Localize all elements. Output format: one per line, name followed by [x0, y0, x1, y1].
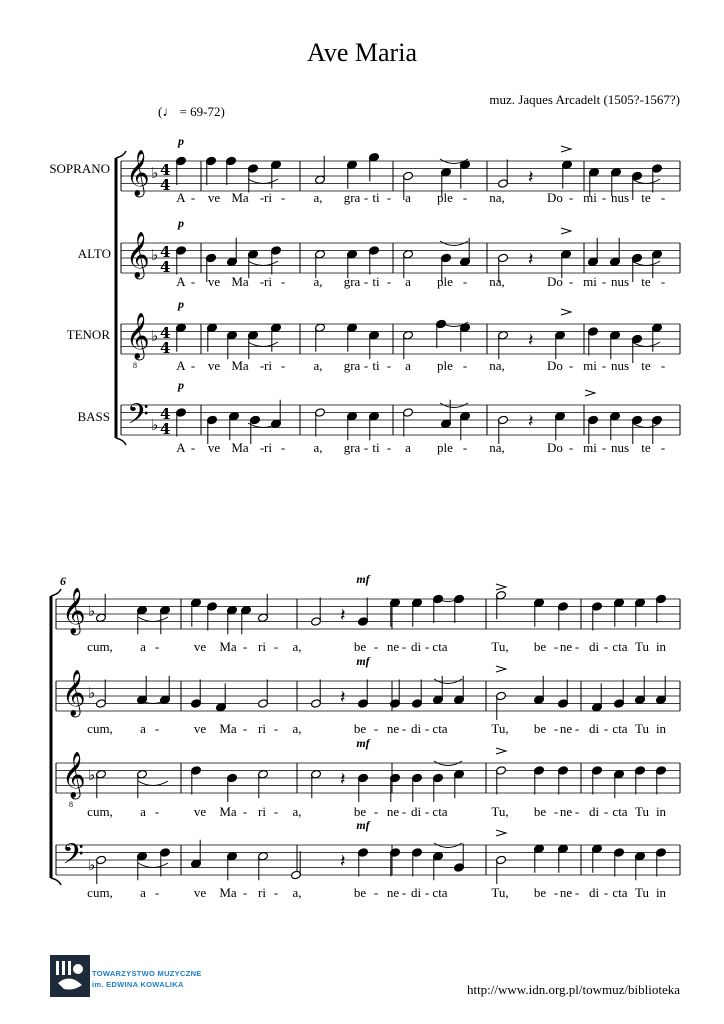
lyric-syllable: gra: [343, 190, 361, 205]
time-signature: 4: [160, 161, 171, 179]
lyric-syllable: a: [405, 274, 411, 289]
society-logo-icon: [50, 955, 90, 997]
time-signature: 4: [160, 243, 171, 261]
lyric-syllable: Ma: [231, 274, 249, 289]
lyric-syllable: Tu,: [491, 804, 509, 819]
lyric-syllable: Ma: [231, 190, 249, 205]
lyric-syllable: ple: [437, 440, 453, 455]
lyric-syllable: cta: [612, 804, 628, 819]
lyric-syllable: na,: [489, 358, 505, 373]
dynamic-mf: mf: [356, 736, 370, 750]
lyric-syllable: -: [424, 885, 430, 900]
society-name-line1: TOWARZYSTWO MUZYCZNE: [92, 969, 202, 978]
lyric-syllable: A: [176, 274, 186, 289]
lyric-syllable: -: [259, 358, 265, 373]
lyric-syllable: -: [568, 440, 574, 455]
lyric-syllable: -: [603, 804, 609, 819]
lyric-syllable: Tu: [635, 639, 649, 654]
time-signature: 4: [160, 176, 171, 194]
lyric-syllable: be: [353, 804, 367, 819]
lyric-syllable: te: [641, 274, 651, 289]
lyric-syllable: te: [641, 358, 651, 373]
lyric-syllable: Ma: [219, 885, 237, 900]
lyric-syllable: Do: [547, 358, 563, 373]
lyric-syllable: -: [242, 721, 248, 736]
lyric-syllable: -: [601, 190, 607, 205]
lyric-syllable: a,: [292, 885, 302, 900]
dynamic-p: p: [178, 134, 184, 148]
lyric-syllable: ne: [386, 885, 400, 900]
slur: [248, 342, 278, 347]
lyric-syllable: -: [553, 721, 559, 736]
flat-icon: ♭: [151, 416, 159, 434]
lyric-syllable: te: [641, 190, 651, 205]
treble-clef-icon: 𝄞: [62, 670, 86, 716]
lyric-syllable: -: [242, 639, 248, 654]
accent-mark: [496, 666, 506, 672]
lyric-syllable: Tu,: [491, 721, 509, 736]
lyric-syllable: ple: [437, 190, 453, 205]
lyric-syllable: -: [154, 639, 160, 654]
lyric-syllable: a: [405, 190, 411, 205]
lyric-syllable: -: [424, 721, 430, 736]
lyric-syllable: -: [259, 440, 265, 455]
lyric-syllable: Tu,: [491, 639, 509, 654]
lyric-syllable: -: [660, 274, 666, 289]
lyric-syllable: ple: [437, 358, 453, 373]
dynamic-mf: mf: [356, 818, 370, 832]
lyric-syllable: a,: [313, 274, 323, 289]
lyric-syllable: a,: [292, 721, 302, 736]
lyric-syllable: di: [588, 804, 600, 819]
lyric-syllable: cta: [612, 639, 628, 654]
bass-clef-icon: 𝄢: [62, 838, 84, 878]
lyric-syllable: Tu,: [491, 885, 509, 900]
slur: [138, 781, 168, 786]
composer-credit: muz. Jaques Arcadelt (1505?-1567?): [489, 92, 680, 107]
lyric-syllable: ve: [207, 358, 221, 373]
lyric-syllable: na,: [489, 190, 505, 205]
lyric-syllable: -: [462, 190, 468, 205]
lyric-syllable: -: [601, 358, 607, 373]
lyric-syllable: di: [588, 721, 600, 736]
lyric-syllable: di: [410, 885, 422, 900]
lyric-syllable: a,: [313, 358, 323, 373]
tempo-prefix: (: [158, 104, 163, 119]
page-title: Ave Maria: [307, 38, 417, 67]
lyric-syllable: be: [353, 721, 367, 736]
lyric-syllable: be: [533, 721, 547, 736]
lyric-syllable: nus: [610, 440, 630, 455]
lyric-syllable: Do: [547, 190, 563, 205]
quarter-rest-icon: 𝄽: [528, 167, 534, 188]
lyric-syllable: -: [242, 804, 248, 819]
octave-marker: 8: [69, 800, 73, 809]
voice-label-soprano: SOPRANO: [49, 161, 110, 176]
lyric-syllable: -: [273, 639, 279, 654]
accent-mark: [496, 830, 506, 836]
lyric-syllable: a,: [313, 440, 323, 455]
society-name: [92, 968, 202, 990]
quarter-rest-icon: 𝄽: [528, 249, 534, 270]
lyric-syllable: ne: [559, 885, 573, 900]
dynamic-mf: mf: [356, 654, 370, 668]
lyric-syllable: be: [353, 885, 367, 900]
lyric-syllable: di: [588, 885, 600, 900]
lyric-syllable: -: [401, 885, 407, 900]
lyric-syllable: Do: [547, 440, 563, 455]
lyric-syllable: ri: [264, 190, 272, 205]
lyric-syllable: ve: [207, 274, 221, 289]
lyric-syllable: ri: [258, 721, 266, 736]
lyric-syllable: ne: [559, 804, 573, 819]
slur: [248, 261, 278, 266]
octave-marker: 8: [133, 361, 137, 370]
dynamic-p: p: [178, 297, 184, 311]
lyric-syllable: -: [568, 190, 574, 205]
voice-label-alto: ALTO: [77, 246, 111, 261]
lyric-syllable: ne: [386, 721, 400, 736]
lyric-syllable: be: [533, 885, 547, 900]
lyric-syllable: -: [280, 190, 286, 205]
lyric-syllable: -: [574, 721, 580, 736]
lyric-syllable: -: [401, 721, 407, 736]
accent-mark: [561, 146, 571, 152]
lyric-syllable: be: [533, 804, 547, 819]
lyric-syllable: nus: [610, 190, 630, 205]
lyric-syllable: Ma: [219, 804, 237, 819]
treble-clef-icon: 𝄞: [62, 588, 86, 634]
time-signature: 4: [160, 258, 171, 276]
lyric-syllable: a,: [292, 639, 302, 654]
lyric-syllable: Ma: [231, 440, 249, 455]
lyric-syllable: -: [386, 358, 392, 373]
lyric-syllable: A: [176, 440, 186, 455]
lyric-syllable: -: [601, 274, 607, 289]
slur: [138, 863, 168, 868]
flat-icon: ♭: [88, 602, 96, 620]
lyric-syllable: -: [273, 721, 279, 736]
lyric-syllable: -: [363, 274, 369, 289]
lyric-syllable: a: [140, 639, 146, 654]
lyric-syllable: -: [373, 804, 379, 819]
library-url: http://www.idn.org.pl/towmuz/biblioteka: [466, 982, 680, 997]
accent-mark: [561, 228, 571, 234]
lyric-syllable: di: [588, 639, 600, 654]
lyric-syllable: na,: [489, 440, 505, 455]
lyric-syllable: ri: [264, 358, 272, 373]
lyric-syllable: -: [273, 885, 279, 900]
lyric-syllable: -: [280, 274, 286, 289]
flat-icon: ♭: [151, 164, 159, 182]
lyric-syllable: ve: [193, 639, 207, 654]
lyric-syllable: di: [410, 639, 422, 654]
lyric-syllable: be: [533, 639, 547, 654]
lyric-syllable: -: [259, 274, 265, 289]
lyric-syllable: -: [553, 639, 559, 654]
lyric-syllable: -: [373, 721, 379, 736]
lyric-syllable: -: [424, 639, 430, 654]
lyric-syllable: cta: [612, 885, 628, 900]
bracket-hook: [51, 878, 61, 885]
lyric-syllable: -: [424, 804, 430, 819]
lyric-syllable: -: [462, 440, 468, 455]
lyric-syllable: di: [410, 721, 422, 736]
lyric-syllable: -: [363, 440, 369, 455]
lyric-syllable: ri: [264, 274, 272, 289]
lyric-syllable: gra: [343, 440, 361, 455]
lyric-syllable: -: [401, 804, 407, 819]
time-signature: 4: [160, 420, 171, 438]
lyric-syllable: cta: [612, 721, 628, 736]
lyric-syllable: Do: [547, 274, 563, 289]
lyric-syllable: mi: [583, 358, 597, 373]
lyric-syllable: ne: [559, 721, 573, 736]
quarter-rest-icon: 𝄽: [340, 687, 346, 708]
tempo-value: = 69-72): [179, 104, 225, 119]
lyric-syllable: ti: [372, 440, 380, 455]
lyric-syllable: in: [655, 885, 667, 900]
lyric-syllable: -: [363, 358, 369, 373]
treble-clef-icon: 𝄞: [126, 150, 150, 196]
lyric-syllable: -: [603, 885, 609, 900]
lyric-syllable: Ma: [219, 639, 237, 654]
lyric-syllable: a: [140, 885, 146, 900]
dynamic-p: p: [178, 378, 184, 392]
lyric-syllable: -: [190, 274, 196, 289]
flat-icon: ♭: [88, 684, 96, 702]
lyric-syllable: -: [574, 639, 580, 654]
lyric-syllable: ve: [207, 440, 221, 455]
lyric-syllable: cum,: [87, 804, 113, 819]
lyric-syllable: mi: [583, 440, 597, 455]
lyric-syllable: -: [462, 274, 468, 289]
lyric-syllable: in: [655, 721, 667, 736]
lyric-syllable: ne: [386, 804, 400, 819]
lyric-syllable: -: [386, 190, 392, 205]
lyric-syllable: a: [405, 358, 411, 373]
bracket-hook: [116, 151, 126, 158]
treble-clef-icon: 𝄞: [62, 752, 86, 798]
lyric-syllable: ri: [258, 885, 266, 900]
quarter-rest-icon: 𝄽: [340, 851, 346, 872]
flat-icon: ♭: [151, 327, 159, 345]
lyric-syllable: cum,: [87, 639, 113, 654]
lyric-syllable: -: [601, 440, 607, 455]
bracket-hook: [51, 589, 61, 596]
lyric-syllable: -: [386, 274, 392, 289]
lyric-syllable: ti: [372, 190, 380, 205]
accent-mark: [496, 584, 506, 590]
lyric-syllable: cum,: [87, 721, 113, 736]
lyric-syllable: ple: [437, 274, 453, 289]
lyric-syllable: -: [154, 885, 160, 900]
lyric-syllable: in: [655, 639, 667, 654]
lyric-syllable: ne: [559, 639, 573, 654]
lyric-syllable: -: [154, 804, 160, 819]
time-signature: 4: [160, 324, 171, 342]
lyric-syllable: di: [410, 804, 422, 819]
lyric-syllable: gra: [343, 358, 361, 373]
accent-mark: [496, 748, 506, 754]
measure-number: 6: [60, 574, 66, 588]
flat-icon: ♭: [88, 856, 96, 874]
lyric-syllable: -: [190, 190, 196, 205]
lyric-syllable: a: [405, 440, 411, 455]
lyric-syllable: Tu: [635, 804, 649, 819]
lyric-syllable: Tu: [635, 885, 649, 900]
voice-label-bass: BASS: [77, 409, 110, 424]
lyric-syllable: -: [190, 440, 196, 455]
treble-clef-icon: 𝄞: [126, 232, 150, 278]
lyric-syllable: -: [190, 358, 196, 373]
lyric-syllable: A: [176, 358, 186, 373]
lyric-syllable: -: [259, 190, 265, 205]
lyric-syllable: A: [176, 190, 186, 205]
lyric-syllable: ve: [193, 804, 207, 819]
lyric-syllable: te: [641, 440, 651, 455]
lyric-syllable: -: [401, 639, 407, 654]
lyric-syllable: mi: [583, 190, 597, 205]
treble-clef-icon: 𝄞: [126, 313, 150, 359]
dynamic-mf: mf: [356, 572, 370, 586]
lyric-syllable: -: [574, 804, 580, 819]
lyric-syllable: be: [353, 639, 367, 654]
lyric-syllable: cum,: [87, 885, 113, 900]
lyric-syllable: -: [553, 804, 559, 819]
lyric-syllable: nus: [610, 358, 630, 373]
lyric-syllable: -: [386, 440, 392, 455]
lyric-syllable: ne: [386, 639, 400, 654]
lyric-syllable: in: [655, 804, 667, 819]
lyric-syllable: -: [373, 885, 379, 900]
lyric-syllable: ri: [258, 804, 266, 819]
lyric-syllable: cta: [432, 804, 448, 819]
lyric-syllable: -: [568, 358, 574, 373]
time-signature: 4: [160, 405, 171, 423]
quarter-note-icon: ♩: [162, 105, 177, 120]
lyric-syllable: a,: [313, 190, 323, 205]
lyric-syllable: Ma: [231, 358, 249, 373]
lyric-syllable: -: [373, 639, 379, 654]
lyric-syllable: -: [242, 885, 248, 900]
lyric-syllable: Tu: [635, 721, 649, 736]
lyric-syllable: gra: [343, 274, 361, 289]
lyric-syllable: -: [568, 274, 574, 289]
lyric-syllable: cta: [432, 885, 448, 900]
lyric-syllable: -: [280, 440, 286, 455]
dynamic-p: p: [178, 216, 184, 230]
lyric-syllable: Ma: [219, 721, 237, 736]
lyric-syllable: ve: [193, 885, 207, 900]
lyric-syllable: ri: [258, 639, 266, 654]
lyric-syllable: -: [154, 721, 160, 736]
lyric-syllable: -: [280, 358, 286, 373]
lyric-syllable: -: [660, 358, 666, 373]
bass-clef-icon: 𝄢: [127, 398, 149, 438]
lyric-syllable: -: [462, 358, 468, 373]
lyric-syllable: na,: [489, 274, 505, 289]
lyric-syllable: mi: [583, 274, 597, 289]
quarter-rest-icon: 𝄽: [340, 769, 346, 790]
lyric-syllable: -: [660, 440, 666, 455]
lyric-syllable: -: [273, 804, 279, 819]
quarter-rest-icon: 𝄽: [528, 411, 534, 432]
lyric-syllable: -: [660, 190, 666, 205]
lyric-syllable: -: [603, 639, 609, 654]
flat-icon: ♭: [88, 766, 96, 784]
lyric-syllable: nus: [610, 274, 630, 289]
lyric-syllable: cta: [432, 721, 448, 736]
slur: [248, 179, 278, 184]
accent-mark: [585, 390, 595, 396]
lyric-syllable: a,: [292, 804, 302, 819]
accent-mark: [561, 309, 571, 315]
lyric-syllable: cta: [432, 639, 448, 654]
lyric-syllable: -: [603, 721, 609, 736]
flat-icon: ♭: [151, 246, 159, 264]
quarter-rest-icon: 𝄽: [340, 605, 346, 626]
lyric-syllable: ri: [264, 440, 272, 455]
lyric-syllable: -: [574, 885, 580, 900]
time-signature: 4: [160, 339, 171, 357]
lyric-syllable: ti: [372, 358, 380, 373]
lyric-syllable: a: [140, 721, 146, 736]
lyric-syllable: ve: [207, 190, 221, 205]
lyric-syllable: ve: [193, 721, 207, 736]
lyric-syllable: a: [140, 804, 146, 819]
lyric-syllable: -: [553, 885, 559, 900]
voice-label-tenor: TENOR: [66, 327, 110, 342]
lyric-syllable: ti: [372, 274, 380, 289]
quarter-rest-icon: 𝄽: [528, 330, 534, 351]
society-name-line2: im. EDWINA KOWALIKA: [92, 980, 184, 989]
lyric-syllable: -: [363, 190, 369, 205]
slur: [138, 617, 168, 622]
bracket-hook: [116, 438, 126, 445]
